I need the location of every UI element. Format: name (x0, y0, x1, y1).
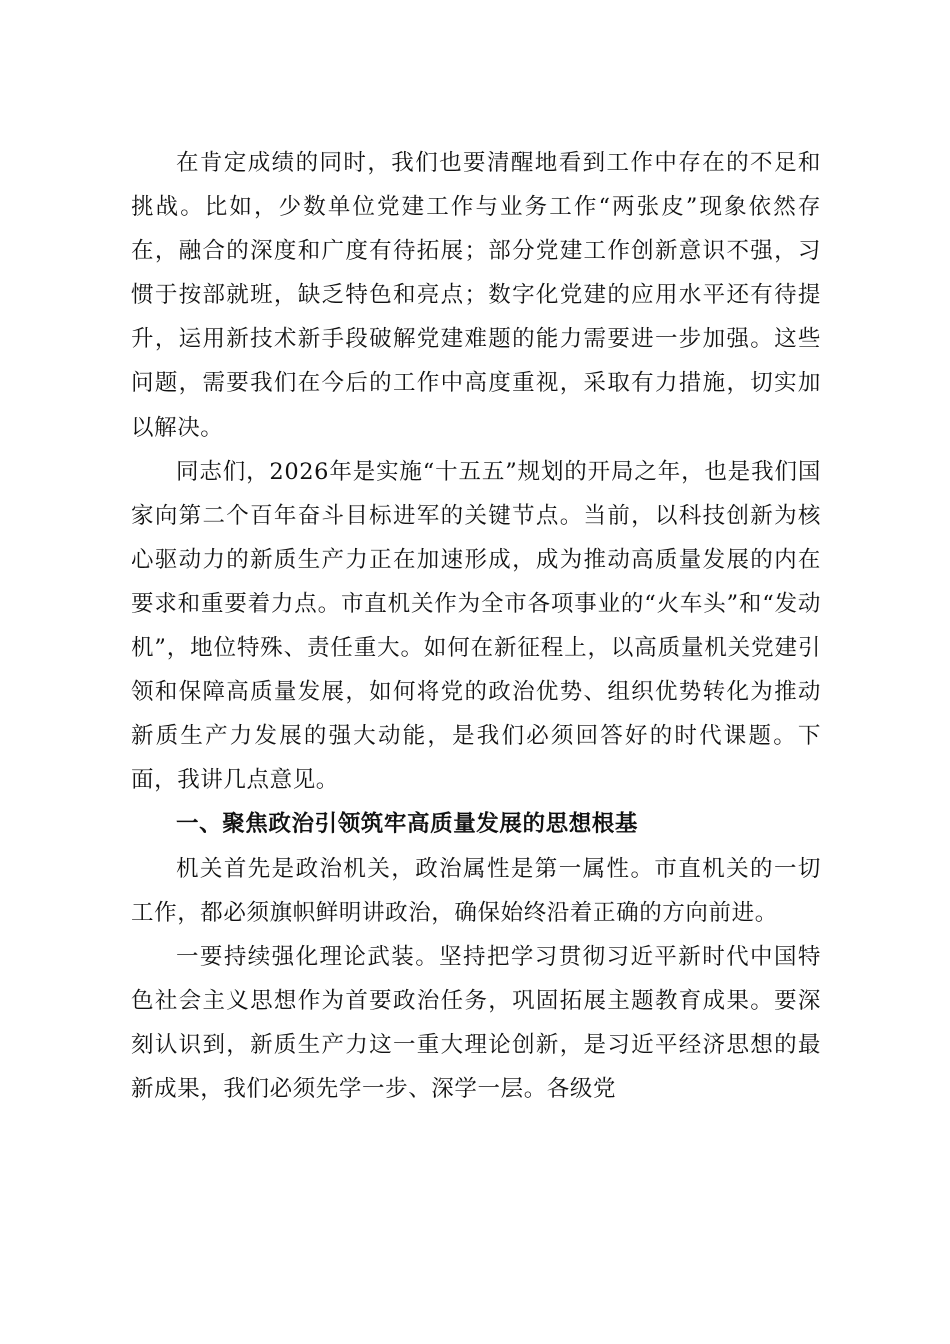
paragraph-shortcomings: 在肯定成绩的同时，我们也要清醒地看到工作中存在的不足和挑战。比如，少数单位党建工作与业务工作“两张皮”现象依然存在，融合的深度和广度有待拓展；部分党建工作创新意识不强，习惯于按部就班，缺乏特色和亮点；数字化党建的应用水平还有待提升，运用新技术新手段破解党建难题的能力需要进一步加强。这些问题，需要我们在今后的工作中高度重视，采取有力措施，切实加以解决。 (131, 150, 821, 441)
document-body (131, 141, 821, 1111)
section-heading-political-guidance: 一、聚焦政治引领筑牢高质量发展的思想根基 (176, 811, 639, 838)
paragraph-theory-arming: 一要持续强化理论武装。坚持把学习贯彻习近平新时代中国特色社会主义思想作为首要政治任务，巩固拓展主题教育成果。要深刻认识到，新质生产力这一重大理论创新，是习近平经济思想的最新成果，我们必须先学一步、深学一层。各级党 (131, 943, 821, 1102)
paragraph-political-organ: 机关首先是政治机关，政治属性是第一属性。市直机关的一切工作，都必须旗帜鲜明讲政治，确保始终沿着正确的方向前进。 (131, 855, 821, 926)
paragraph-comrades: 同志们，2026年是实施“十五五”规划的开局之年，也是我们国家向第二个百年奋斗目标进军的关键节点。当前，以科技创新为核心驱动力的新质生产力正在加速形成，成为推动高质量发展的内在要求和重要着力点。市直机关作为全市各项事业的“火车头”和“发动机”，地位特殊、责任重大。如何在新征程上，以高质量机关党建引领和保障高质量发展，如何将党的政治优势、组织优势转化为推动新质生产力发展的强大动能，是我们必须回答好的时代课题。下面，我讲几点意见。 (131, 458, 821, 794)
